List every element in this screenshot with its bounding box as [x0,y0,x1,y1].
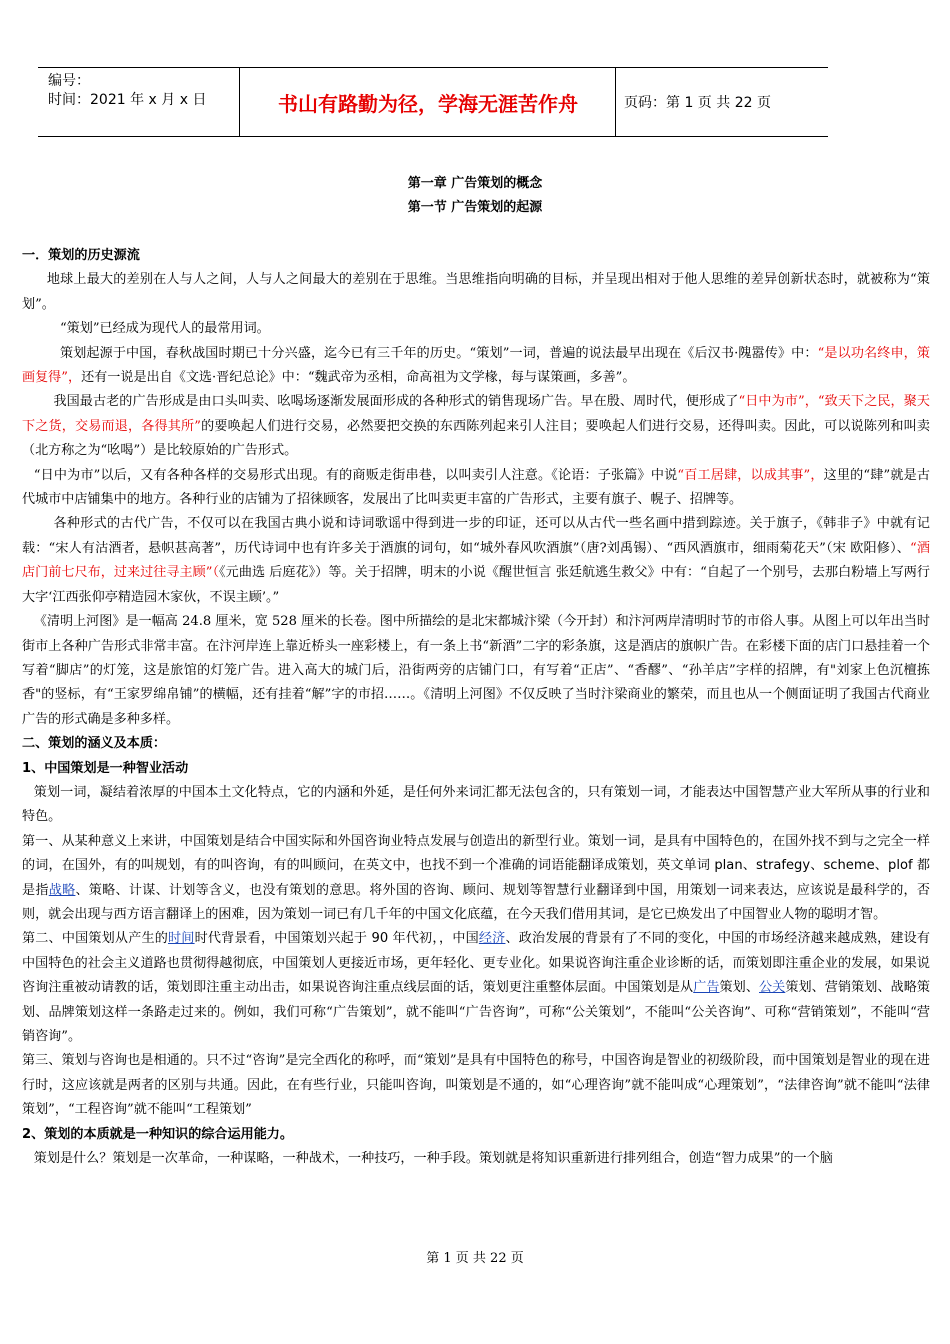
red-quote: “日中为市”， [738,394,818,410]
text-run: “日中为市”以后，又有各种各样的交易形式出现。有的商贩走街串巷，以叫卖引人注意。《论语：子张篇》中说 [33,467,678,483]
header-table [38,67,828,137]
paragraph-10 [22,927,930,1049]
chapter-title: 第一章 广告策划的概念 [407,176,543,191]
text-run: 策划起源于中国，春秋战国时期已十分兴盛，迄今已有三千年的历史。“策划”一词，普遍的说法最早出现在《后汉书·隗嚣传》中： [59,345,818,361]
paragraph-3 [22,342,930,391]
paragraph-1: 地球上最大的差别在人与人之间，人与人之间最大的差别在于思维。当思维指向明确的目标，并呈现出相对于他人思维的差异创新状态时，就被称为“策划”。 [22,272,930,312]
paragraph-9 [22,830,930,928]
heading-history: 一．策划的历史源流 [22,248,140,263]
text-run: 都是指 [22,858,930,898]
text-run: 我国最古老的广告形成是由口头叫卖、吆喝场逐渐发展面形成的各种形式的销售现场广告。早在殷、周时代，便形成了 [53,394,739,410]
text-run: 、政治发展的背景有了不同的变化，中国的市场经济越来越成熟，建设有中国特色的社会主义道路也贯彻得越彻底，中国策划人更接近市场，更年轻化、更专业化。如果说咨询注重企业诊断的话，而策划即注重企业的发展，如果说咨询注重被动请教的话，策划即注重主动出击，如果说咨询注重点线层面的话，策划更注重整体层面。中国策划是从 [22,931,931,996]
link-advertising[interactable]: 广告 [693,980,720,996]
link-time[interactable]: 时间 [168,931,195,947]
header-motto: 书山有路勤为径，学海无涯苦作舟 [241,68,616,136]
paragraph-11: 第三、策划与咨询也是相通的。只不过“咨询”是完全西化的称呼，而“策划”是具有中国特色的称号，中国咨询是智业的初级阶段，而中国策划是智业的现在进行时，这应该就是两者的区别与共通。因此，在有些行业，只能叫咨询，叫策划是不通的，如“心理咨询”就不能叫成“心理策划”，“法律咨询”就不能叫“法律策划”，“工程咨询”就不能叫“工程策划” [22,1053,930,1118]
red-quote: “是以功名终申，策画复得”， [22,345,930,386]
text-run: 策划、营销策划、战略策划、品牌策划这样一条路走过来的。例如，我们可称“广告策划”，就不能叫“广告咨询”，可称“公关策划”，不能叫“公关咨询”、可称“营销策划”，不能叫“营销咨询”。 [22,980,931,1044]
page-footer: 第 1 页 共 22 页 [426,1251,524,1266]
text-run: 还有一说是出自《文选·晋纪总论》中：“魏武帝为丞相，命高祖为文学椽，每与谋策画，多善”。 [81,370,636,386]
text-run: 这里的“肆”就是古代城市中店铺集中的地方。各种行业的店铺为了招徕顾客，发展出了比叫卖更丰富的广告形式，主要有旗子、幌子、招牌等。 [22,467,930,508]
red-quote: “致天下之民，聚天下之货，交易而退，各得其所” [22,394,930,434]
heading-essence: 2、策划的本质就是一种知识的综合运用能力。 [22,1126,293,1142]
heading-meaning: 二、策划的涵义及本质： [22,736,167,752]
paragraph-4 [22,390,930,463]
number-run: 90 [371,931,389,947]
heading-zhiye: 1、中国策划是一种智业活动 [22,760,189,776]
paragraph-7: 《清明上河图》是一幅高 24.8 厘米，宽 528 厘米的长卷。图中所描绘的是北宋都城汴梁（今开封）和汴河两岸清明时节的市俗人事。从图上可以年出当时街市上各种广告形式非常丰富。在汴河岸连上靠近桥头一座彩楼上，有一条上书“新酒”二字的彩条旗，这是酒店的旗帜广告。在彩楼下面的店门口悬挂着一个写着“脚店”的灯笼，这是旅馆的灯笼广告。进入高大的城门后，沿街两旁的店铺门口，有写着“正店”、“香醪”、“孙羊店”字样的招牌，有"刘家上色沉檀拣香"的竖标，有“王家罗绵帛铺”的横幅，还有挂着“解”字的市招……。《清明上河图》不仅反映了当时汴梁商业的繁荣，而且也从一个侧面证明了我国古代商业广告的形式确是多种多样。 [22,614,930,727]
paragraph-5 [22,464,930,513]
section-title: 第一节 广告策划的起源 [407,200,543,215]
red-quote: “酒店门前七尺布，过来过往寻主顾”（ [22,540,930,581]
paragraph-8: 策划一词，凝结着浓厚的中国本土文化特点，它的内涵和外延，是任何外来词汇都无法包含的，只有策划一词，才能表达中国智慧产业大军所从事的行业和特色。 [22,784,930,825]
link-strategy[interactable]: 战略 [48,882,76,898]
document-time: 时间：2021 年 x 月 x 日 [48,92,207,108]
document-number: 编号： [48,73,90,89]
text-run: 策划、 [719,980,759,996]
text-run: 、策略、计谋、计划等含义，也没有策划的意思。将外国的咨询、顾问、规划等智慧行业翻译到中国，用策划一词来表达，应该说是最科学的，否则，就会出现与西方语言翻译上的困难，因为策划一词已有几千年的中国文化底蕴，在今天我们借用其词，是它已焕发出了中国智业人物的聪明才智。 [22,882,931,922]
paragraph-6 [22,512,930,610]
link-economy[interactable]: 经济 [478,931,506,947]
english-terms: plan、strafegy、scheme、plof [714,858,913,874]
document-body [22,244,930,1171]
text-run: 时代背景看，中国策划兴起于 [194,931,372,947]
text-run: 各种形式的古代广告，不仅可以在我国古典小说和诗词歌谣中得到进一步的印证，还可以从古代一些名画中措到踪迹。关于旗子，《韩非子》中就有记载：“宋人有沽酒者，悬帜甚高著”，历代诗词中也有许多关于酒旗的词句，如“城外春风吹酒旗”（唐?刘禹锡）、“西风酒旗市，细雨菊花天”（宋 欧阳修）、 [22,516,930,556]
link-public-relations[interactable]: 公关 [759,980,786,996]
red-quote: “百工居肆，以成其事”， [677,467,824,483]
header-page-info: 页码：第 1 页 共 22 页 [624,95,771,111]
paragraph-12: 策划是什么？策划是一次革命，一种谋略，一种战术，一种技巧，一种手段。策划就是将知识重新进行排列组合，创造“智力成果”的一个脑 [33,1151,833,1167]
text-run: 的要唤起人们进行交易，必然要把交换的东西陈列起来引人注目；要唤起人们进行交易，还得叫卖。因此，可以说陈列和叫卖（北方称之为“吆喝”）是比较原始的广告形式。 [22,418,931,459]
header-meta-cell [38,68,240,136]
text-run: 第二、中国策划从产生的 [22,931,169,947]
paragraph-2: “策划”已经成为现代人的最常用词。 [59,321,270,337]
text-run: 年代初，，中国 [388,931,479,947]
text-run: 《元曲选 后庭花》）等。关于招牌，明末的小说《醒世恒言 张廷航逃生救父》中有：“自起了一个别号，去那白粉墙上写两行大字‘江西张仰亭精造园木家伙，不误主顾’。” [22,565,930,605]
text-run: 第一、从某种意义上来讲，中国策划是结合中国实际和外国咨询业特点发展与创造出的新型行业。策划一词，是具有中国特色的，在国外找不到与之完全一样的词，在国外，有的叫规划，有的叫咨询，有的叫顾问，在英文中，也找不到一个准确的词语能翻译成策划，英文单词 [22,833,930,874]
